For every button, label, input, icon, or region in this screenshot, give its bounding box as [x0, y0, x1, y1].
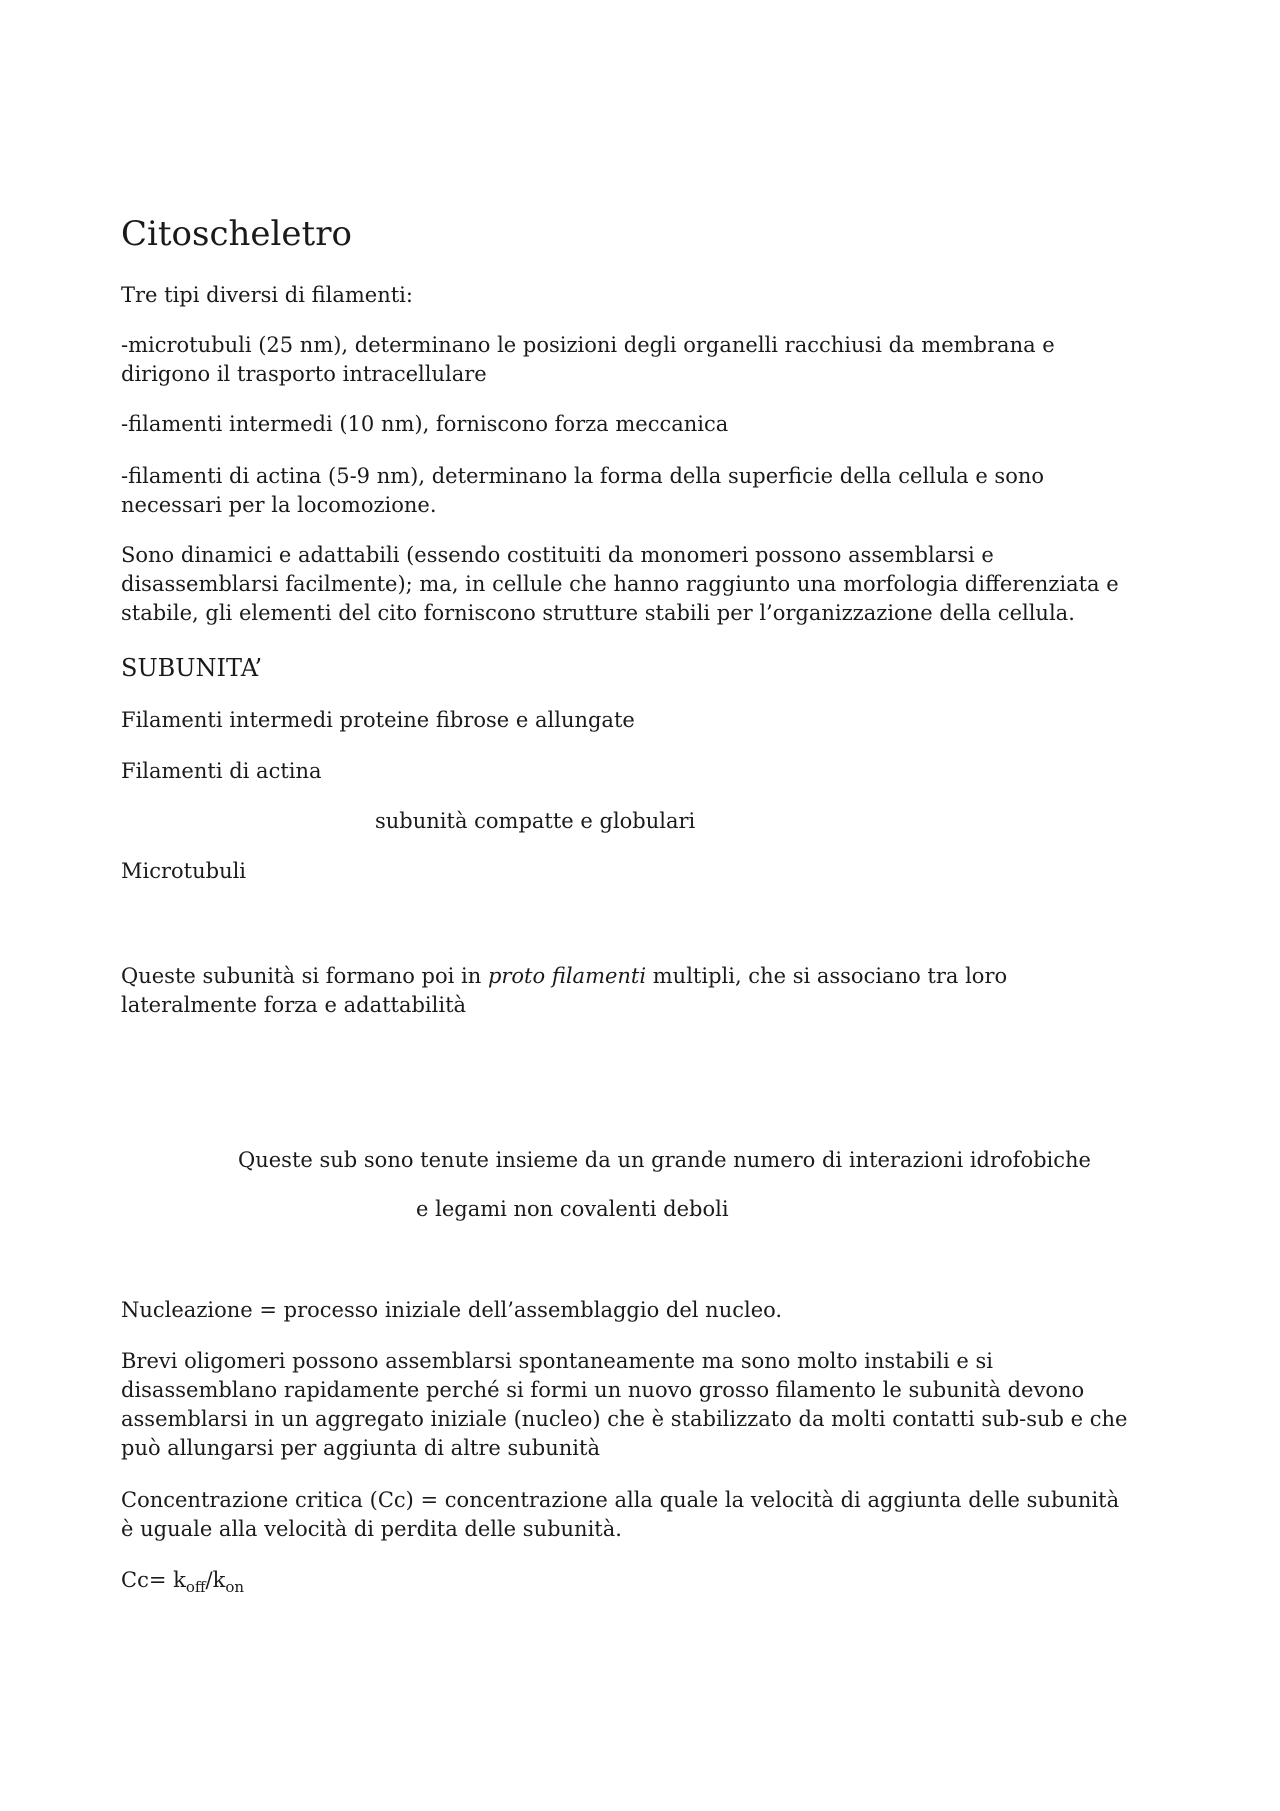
page-title: Citoscheletro — [121, 214, 352, 254]
actina-line-1: -filamenti di actina (5-9 nm), determinano la forma della superficie della cellula e sono — [121, 464, 1045, 488]
microtubuli-line-1: -microtubuli (25 nm), determinano le posizioni degli organelli racchiusi da membrana e — [121, 333, 1055, 357]
oligomers-line-2: disassemblano rapidamente perché si formi un nuovo grosso filamento le subunità devono — [121, 1378, 1085, 1402]
proto-line-1 — [121, 962, 1007, 991]
critical-line-1: Concentrazione critica (Cc) = concentrazione alla quale la velocità di aggiunta delle subunità — [121, 1488, 1120, 1512]
formula-lhs: Cc= k — [121, 1568, 186, 1592]
oligomers-line-4: può allungarsi per aggiunta di altre subunità — [121, 1436, 600, 1460]
dynamic-line-1: Sono dinamici e adattabili (essendo costituiti da monomeri possono assemblarsi e — [121, 543, 994, 567]
critical-line-2: è uguale alla velocità di perdita delle subunità. — [121, 1517, 622, 1541]
bonds-line-2: e legami non covalenti deboli — [416, 1197, 729, 1221]
formula-sub-off: off — [185, 1578, 206, 1596]
oligomers-line-1: Brevi oligomeri possono assemblarsi spontaneamente ma sono molto instabili e si — [121, 1349, 993, 1373]
intermedi-line: -filamenti intermedi (10 nm), forniscono forza meccanica — [121, 412, 729, 436]
bonds-line-1: Queste sub sono tenute insieme da un grande numero di interazioni idrofobiche — [238, 1148, 1091, 1172]
subunits-globular: subunità compatte e globulari — [375, 809, 696, 833]
nucleation-line: Nucleazione = processo iniziale dell’assemblaggio del nucleo. — [121, 1298, 783, 1322]
oligomers-line-3: assemblarsi in un aggregato iniziale (nucleo) che è stabilizzato da molti contatti sub-sub e che — [121, 1407, 1128, 1431]
proto-italic: proto filamenti — [487, 964, 647, 988]
subunits-heading: SUBUNITA’ — [121, 654, 263, 682]
actina-line-2: necessari per la locomozione. — [121, 493, 437, 517]
proto-before: Queste subunità si formano poi in — [121, 964, 488, 988]
intro-text: Tre tipi diversi di filamenti: — [121, 283, 413, 307]
formula-slash: /k — [205, 1568, 226, 1592]
subunits-actina: Filamenti di actina — [121, 759, 322, 783]
dynamic-line-3: stabile, gli elementi del cito forniscono strutture stabili per l’organizzazione della cellula. — [121, 601, 1075, 625]
formula — [121, 1566, 244, 1595]
proto-after: multipli, che si associano tra loro — [646, 964, 1008, 988]
subunits-microtubuli: Microtubuli — [121, 859, 247, 883]
microtubuli-line-2: dirigono il trasporto intracellulare — [121, 362, 487, 386]
subunits-intermedi: Filamenti intermedi proteine fibrose e allungate — [121, 708, 635, 732]
dynamic-line-2: disassemblarsi facilmente); ma, in cellule che hanno raggiunto una morfologia differenziata e — [121, 572, 1119, 596]
formula-sub-on: on — [225, 1578, 245, 1596]
proto-line-2: lateralmente forza e adattabilità — [121, 993, 467, 1017]
